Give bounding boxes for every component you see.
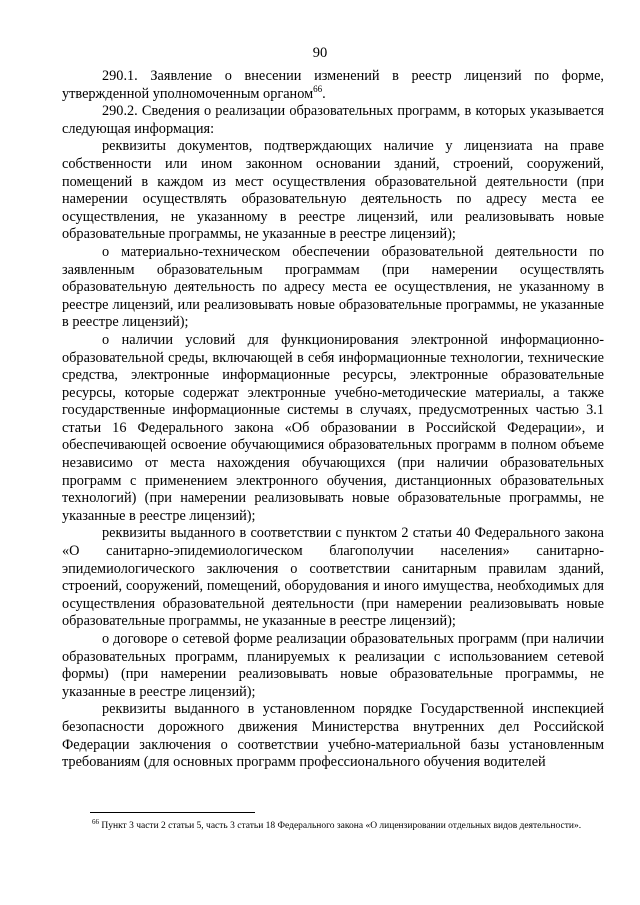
body-text [62,68,604,772]
footnote [62,817,604,833]
paragraph-network-agreement: о договоре о сетевой форме реализации образовательных программ (при наличии образовательных программ, планируемых к реализации с использованием сетевой формы) (при намерении реализовывать новые образовательные программы, не указанные в реестре лицензий); [62,631,604,700]
paragraph-290-2: 290.2. Сведения о реализации образовательных программ, в которых указывается следующая информация: [62,103,604,137]
footnote-reference[interactable]: 66 [313,83,323,94]
page-number: 90 [312,45,328,61]
footnote-separator [90,812,255,813]
footnote-66: $^{66}$ Пункт 3 части 2 статьи 5, часть 3 статьи 18 Федерального закона «О лицензировании отдельных видов деятельности». [92,817,582,831]
paragraph-sanitary-conclusion: реквизиты выданного в соответствии с пунктом 2 статьи 40 Федерального закона «О санитарно-эпидемиологическом благополучии населения» санитарно-эпидемиологического заключения о соответствии санитарным правилам зданий, строений, сооружений, помещений, оборудования и иного имущества, необходимых для осуществления образовательной деятельности (при намерении реализовывать новые образовательные программы, не указанные в реестре лицензий); [62,525,604,630]
footnote-mark: 66 [92,817,99,826]
paragraph-traffic-inspection: реквизиты выданного в установленном порядке Государственной инспекцией безопасности дорожного движения Министерства внутренних дел Российской Федерации заключения о соответствии учебно-материальной базы установленным требованиям (для основных программ профессионального обучения водителей [62,701,604,771]
paragraph-electronic-environment: о наличии условий для функционирования электронной информационно-образовательной среды, включающей в себя информационные технологии, технические средства, электронные информационные ресурсы, электронные образовательные ресурсы, которые содержат электронные учебно-методические материалы, а также государственные информационные системы в случаях, предусмотренных частью 3.1 статьи 16 Федерального закона «Об образовании в Российской Федерации», и обеспечивающей освоение обучающимися образовательных программ в полном объеме независимо от места нахождения обучающихся (при наличии образовательных программ с применением электронного обучения, дистанционных образовательных технологий) (при намерении реализовывать новые образовательные программы, не указанные в реестре лицензий); [62,331,604,524]
paragraph-property-documents: реквизиты документов, подтверждающих наличие у лицензиата на праве собственности или ином законном основании зданий, строений, сооружений, помещений в каждом из мест осуществления образовательной деятельности (при намерении осуществлять образовательную деятельность по адресу места ее осуществления, не указанному в реестре лицензий, или реализовывать новые образовательные программы, не указанные в реестре лицензий); [62,138,604,243]
paragraph-290-1: 290.1. Заявление о внесении изменений в реестр лицензий по форме, утвержденной уполномоченным органом$^{66}$. [62,68,604,102]
paragraph-material-support: о материально-техническом обеспечении образовательной деятельности по заявленным образовательным программам (при намерении осуществлять образовательную деятельность по адресу места ее осуществления, не указанному в реестре лицензий, или реализовывать новые образовательные программы, не указанные в реестре лицензий); [62,243,604,331]
